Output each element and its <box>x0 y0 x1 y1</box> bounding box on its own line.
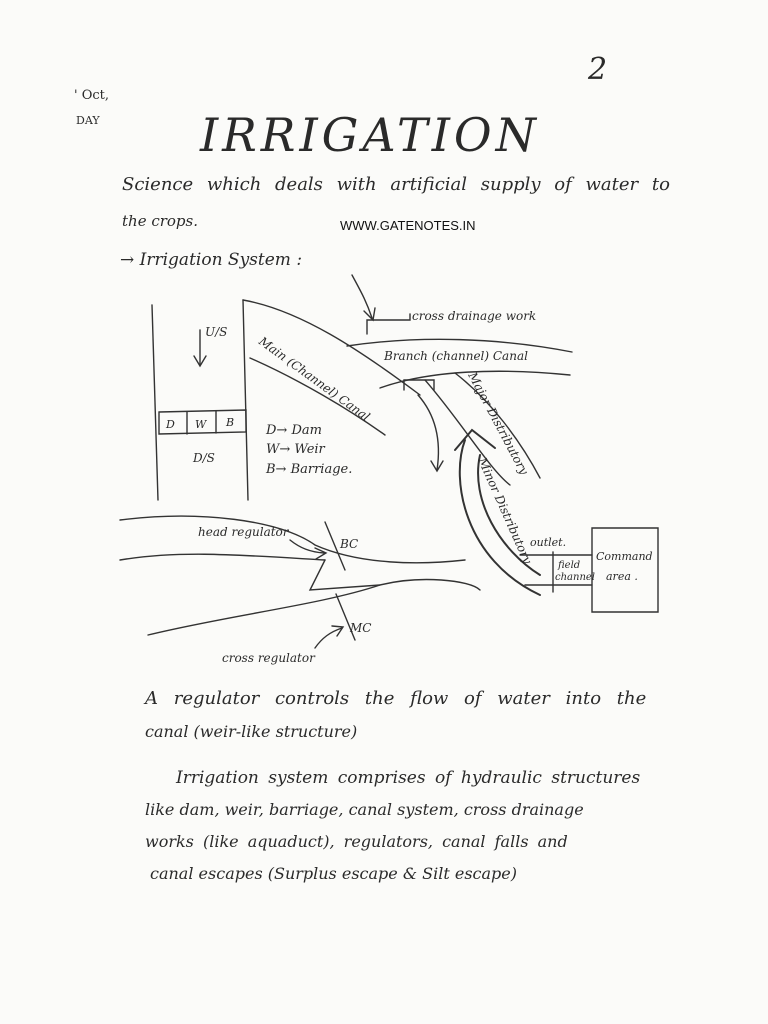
ds-label: D/S <box>193 451 215 465</box>
system-components-line-4: canal escapes (Surplus escape & Silt escape) <box>150 864 517 883</box>
date-line-2: DAY <box>76 114 100 127</box>
cross-regulator-label: cross regulator <box>222 651 315 665</box>
cross-drainage-arrow <box>352 275 372 318</box>
river-left-bank <box>152 305 158 500</box>
river-right-bank <box>243 300 248 500</box>
bc-label: BC <box>340 537 359 551</box>
regulator-canal-upper <box>120 516 465 563</box>
regulator-canal-lower <box>148 580 480 635</box>
outlet-label: outlet. <box>530 536 567 549</box>
legend-barriage: B→ Barriage. <box>266 462 353 477</box>
date-line-1: ' Oct, <box>74 88 110 103</box>
definition-line-2: the crops. <box>122 212 199 230</box>
system-components-line-3: works (like aquaduct), regulators, canal falls and <box>145 832 568 851</box>
legend-dam: D→ Dam <box>266 423 322 438</box>
us-label: U/S <box>205 325 228 339</box>
page-number: 2 <box>588 52 608 87</box>
head-regulator-label: head regulator <box>198 525 289 539</box>
cross-drainage-label: cross drainage work <box>412 309 537 323</box>
major-distributory-label: Major Distributory <box>465 369 532 478</box>
regulator-definition-line-2: canal (weir-like structure) <box>145 722 358 741</box>
dwb-w-label: W <box>195 418 207 431</box>
field-label: field <box>558 560 581 571</box>
legend-weir: W→ Weir <box>266 442 325 457</box>
channel-label: channel <box>555 572 595 583</box>
irrigation-system-heading: → Irrigation System : <box>120 250 303 270</box>
flow-arrow <box>418 395 438 470</box>
minor-distributory-arrow-head <box>455 430 495 450</box>
main-canal-label: Main (Channel) Canal <box>256 334 373 424</box>
dwb-b-label: B <box>226 416 235 429</box>
branch-canal-label: Branch (channel) Canal <box>384 349 528 363</box>
mc-label: MC <box>350 621 372 635</box>
system-components-line-1: Irrigation system comprises of hydraulic structures <box>176 768 641 788</box>
command-label: Command <box>596 550 653 563</box>
area-label: area . <box>606 570 638 583</box>
regulator-notch <box>310 560 380 590</box>
system-components-line-2: like dam, weir, barriage, canal system, cross drainage <box>145 800 584 819</box>
regulator-definition-line-1: A regulator controls the flow of water into the <box>145 688 647 709</box>
regulator-canal-mid <box>120 554 325 560</box>
watermark-text: WWW.GATENOTES.IN <box>340 218 476 233</box>
minor-distributory-label: Minor Distributory <box>475 455 535 566</box>
head-regulator-arrow-head <box>315 548 326 559</box>
cross-regulator-arrow <box>315 628 342 648</box>
dwb-d-label: D <box>166 418 175 431</box>
page-title: IRRIGATION <box>200 108 540 162</box>
definition-line-1: Science which deals with artificial supply of water to <box>122 174 670 195</box>
